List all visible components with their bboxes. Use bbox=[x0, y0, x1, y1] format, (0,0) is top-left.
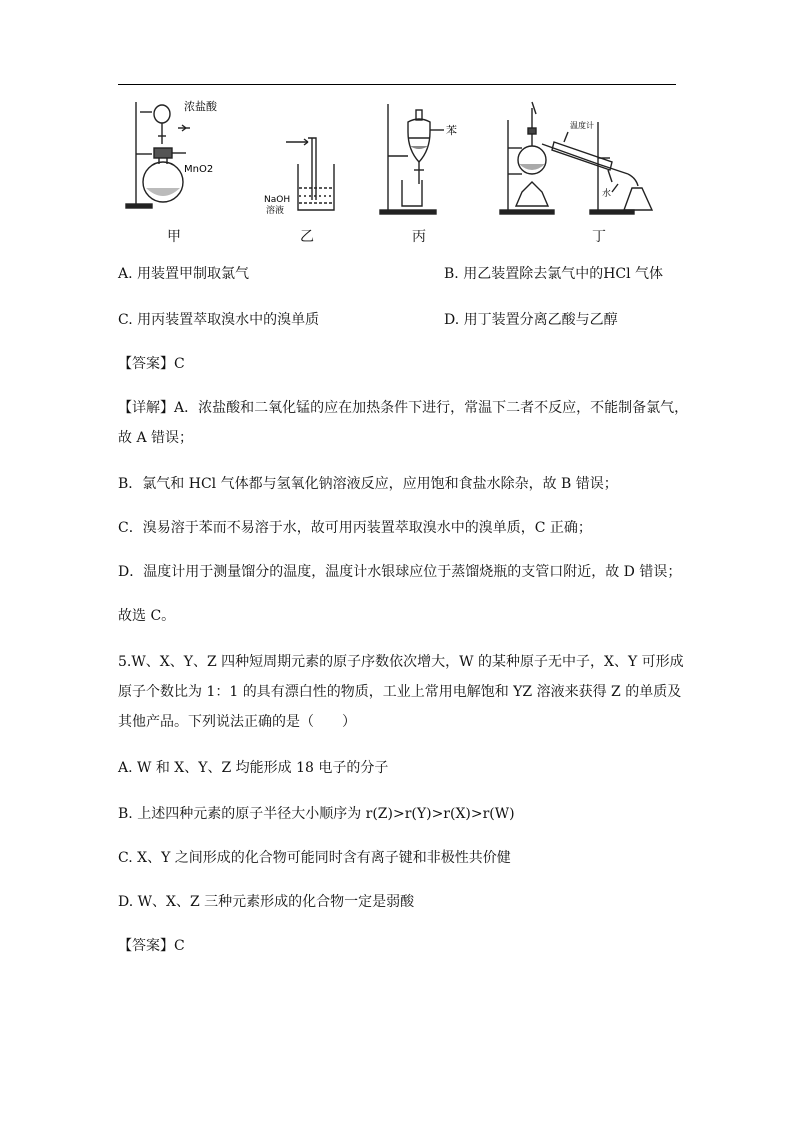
fig-label-jia: 甲 bbox=[167, 229, 181, 245]
q4-detail-line-3: B．氯气和 HCl 气体都与氢氧化钠溶液反应，应用饱和食盐水除杂，故 B 错误； bbox=[118, 476, 618, 492]
yi-solution-label-1: NaOH bbox=[264, 195, 291, 205]
q5-option-d: D. W、X、Z 三种元素形成的化合物一定是弱酸 bbox=[118, 894, 415, 910]
q4-detail-line-5: D．温度计用于测量馏分的温度，温度计水银球应位于蒸馏烧瓶的支管口附近，故 D 错误； bbox=[118, 564, 682, 580]
fig-label-ding: 丁 bbox=[592, 229, 606, 245]
q4-option-c: C. 用丙装置萃取溴水中的溴单质 bbox=[118, 312, 320, 328]
apparatus-ding bbox=[500, 102, 652, 214]
q5-stem-line-1: 5.W、X、Y、Z 四种短周期元素的原子序数依次增大，W 的某种原子无中子，X、Y 可形成 bbox=[118, 654, 684, 670]
q4-detail-line-4: C．溴易溶于苯而不易溶于水，故可用丙装置萃取溴水中的溴单质，C 正确； bbox=[118, 520, 592, 536]
header-rule bbox=[118, 84, 676, 85]
bing-solvent-label: 苯 bbox=[446, 124, 457, 137]
q5-stem-line-3: 其他产品。下列说法正确的是（ ） bbox=[118, 714, 356, 730]
q5-answer: 【答案】C bbox=[118, 938, 185, 954]
q4-option-b: B. 用乙装置除去氯气中的HCl 气体 bbox=[444, 266, 664, 282]
q4-answer: 【答案】C bbox=[118, 356, 185, 372]
q4-detail-line-1: 【详解】A．浓盐酸和二氧化锰的应在加热条件下进行，常温下二者不反应，不能制备氯气， bbox=[118, 400, 689, 416]
apparatus-bing bbox=[380, 104, 444, 214]
yi-solution-label-2: 溶液 bbox=[266, 206, 285, 216]
fig-label-yi: 乙 bbox=[300, 229, 314, 245]
q5-stem-line-2: 原子个数比为 1：1 的具有漂白性的物质，工业上常用电解饱和 YZ 溶液来获得 Z 的单质及 bbox=[118, 684, 682, 700]
apparatus-jia bbox=[126, 102, 190, 208]
q5-option-b: B. 上述四种元素的原子半径大小顺序为 r(Z)>r(Y)>r(X)>r(W) bbox=[118, 806, 515, 822]
q5-option-a: A. W 和 X、Y、Z 均能形成 18 电子的分子 bbox=[118, 760, 389, 776]
ding-water-label: 水 bbox=[602, 189, 612, 199]
fig-label-bing: 丙 bbox=[412, 229, 426, 245]
apparatus-yi bbox=[286, 138, 334, 210]
q4-detail-line-6: 故选 C。 bbox=[118, 608, 176, 624]
jia-solid-label: MnO2 bbox=[184, 164, 214, 175]
jia-acid-label: 浓盐酸 bbox=[184, 100, 217, 113]
q4-option-a: A. 用装置甲制取氯气 bbox=[118, 266, 250, 282]
q5-option-c: C. X、Y 之间形成的化合物可能同时含有离子键和非极性共价健 bbox=[118, 850, 511, 866]
q4-option-d: D. 用丁装置分离乙酸与乙醇 bbox=[444, 312, 618, 328]
ding-thermometer-label: 温度计 bbox=[570, 121, 594, 130]
q4-detail-line-2: 故 A 错误； bbox=[118, 430, 194, 446]
